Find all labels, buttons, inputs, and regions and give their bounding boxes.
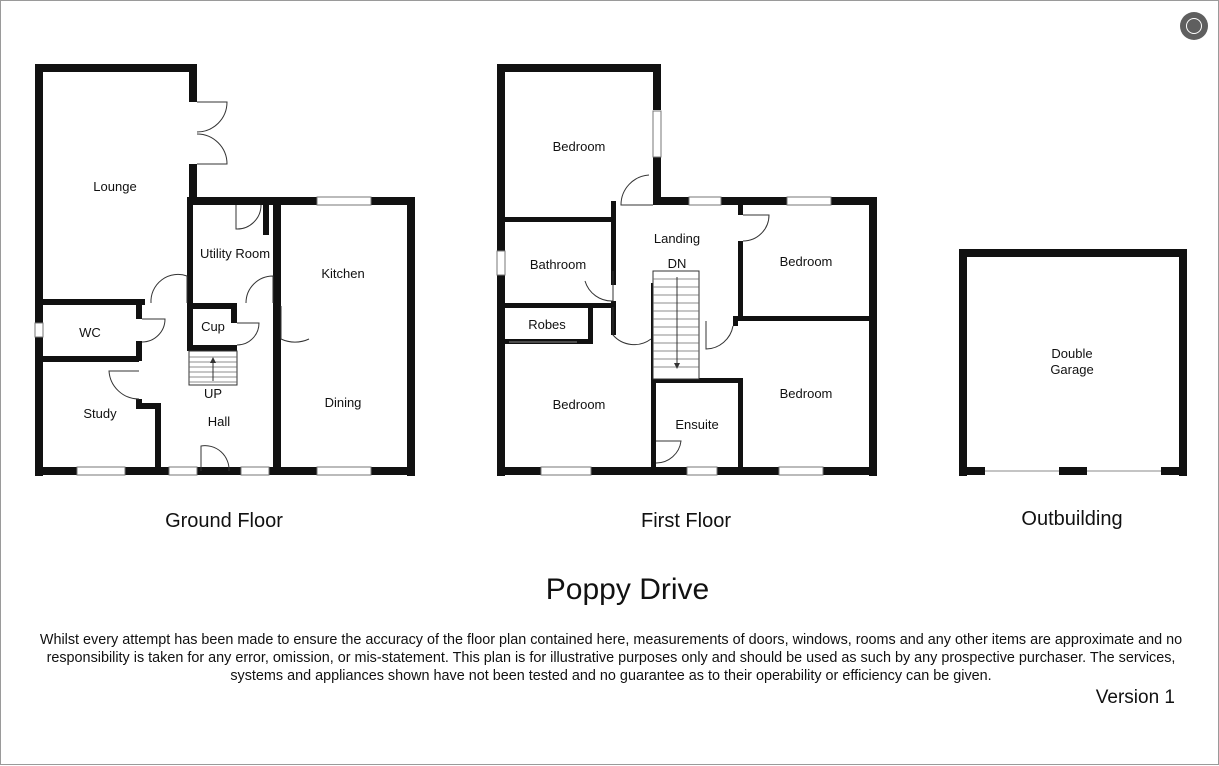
room-label-bedroom-3: Bedroom (552, 397, 606, 412)
disclaimer-text: Whilst every attempt has been made to ensure the accuracy of the floor plan contained here, measurements of doors, windows, rooms and any other items are approximate and no responsibility is taken for any error, omission, or mis-statement. This plan is for illustrative purposes only and should be used as such by any prospective purchaser. The services, systems and appliances shown have not been tested and no guarantee as to their operability or efficiency can be given. (39, 632, 1183, 684)
room-label-study: Study (83, 406, 117, 421)
room-label-bedroom-1: Bedroom (552, 139, 606, 154)
stairs-label-up: UP (203, 386, 223, 401)
room-label-robes: Robes (528, 317, 566, 332)
first-floor-stairs (653, 271, 699, 379)
ground-floor-stairs (189, 351, 237, 385)
floor-label-first: First Floor (641, 510, 731, 532)
stairs-label-dn: DN (667, 256, 687, 271)
accessibility-icon-ring (1186, 18, 1202, 34)
first-floor-plan (497, 64, 877, 476)
room-label-hall: Hall (207, 414, 231, 429)
accessibility-icon[interactable] (1180, 12, 1208, 40)
plan-title: Poppy Drive (545, 573, 710, 606)
room-label-lounge: Lounge (93, 179, 137, 194)
room-label-utility-room: Utility Room (199, 246, 271, 261)
room-label-landing: Landing (653, 231, 701, 246)
room-label-wc: WC (79, 325, 101, 340)
room-label-ensuite: Ensuite (675, 417, 719, 432)
room-label-cup: Cup (201, 319, 225, 334)
room-label-garage: Garage (1050, 362, 1094, 377)
outbuilding-plan (959, 249, 1187, 476)
room-label-bedroom-2: Bedroom (779, 254, 833, 269)
ground-floor-plan (35, 64, 415, 476)
floor-label-outbuilding: Outbuilding (1021, 508, 1123, 530)
room-label-double: Double (1051, 346, 1093, 361)
room-label-bathroom: Bathroom (529, 257, 587, 272)
room-label-kitchen: Kitchen (321, 266, 365, 281)
room-label-bedroom-4: Bedroom (779, 386, 833, 401)
floor-label-ground: Ground Floor (165, 510, 283, 532)
version-label: Version 1 (1095, 687, 1175, 708)
room-label-dining: Dining (324, 395, 362, 410)
